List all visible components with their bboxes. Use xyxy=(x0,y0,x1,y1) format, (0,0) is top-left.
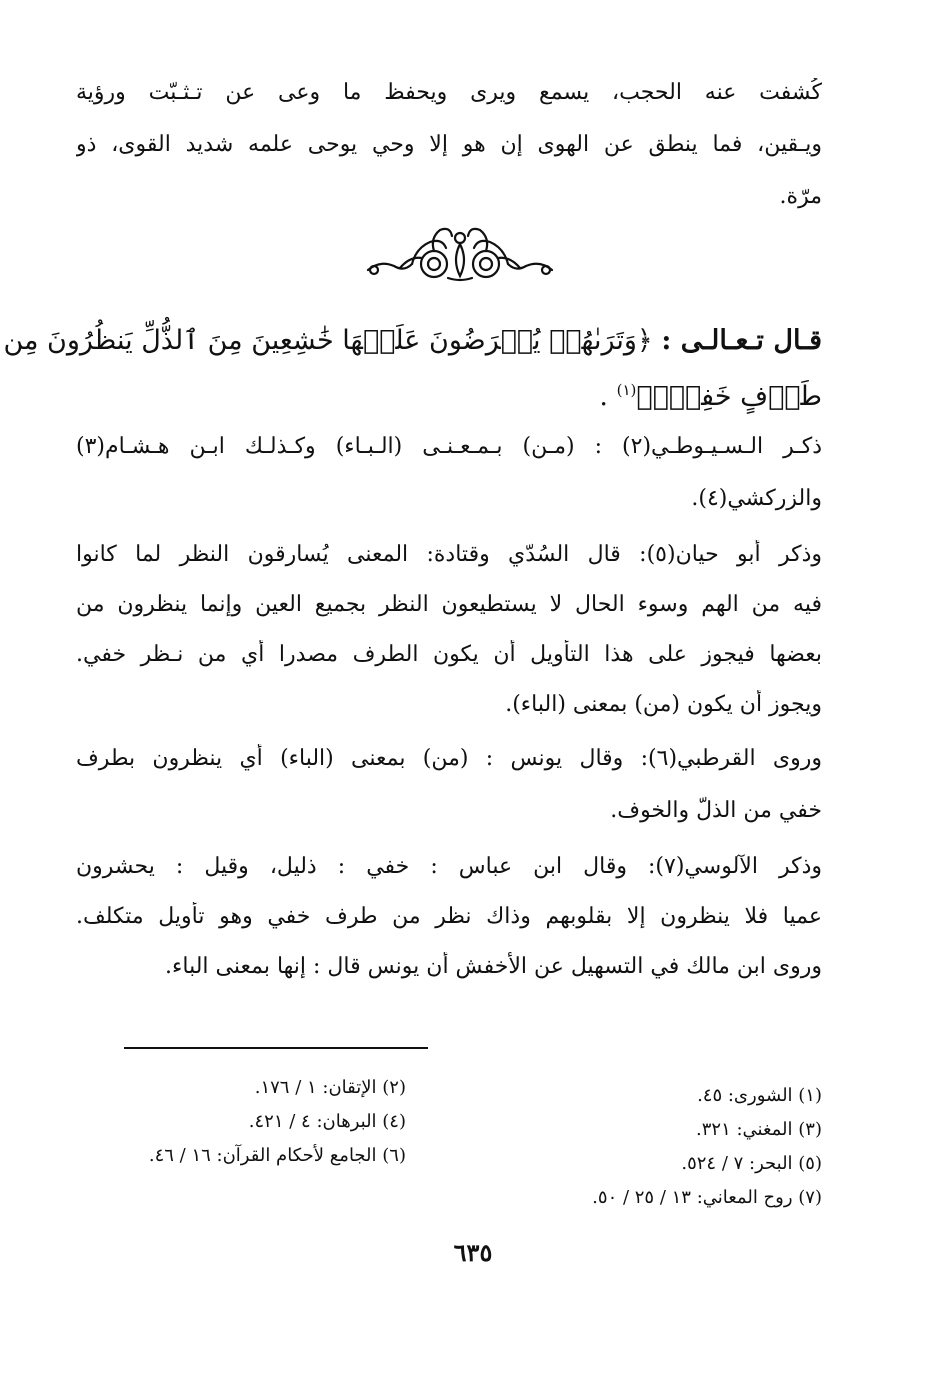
verse-footnote-ref: (١) xyxy=(616,381,637,399)
footnote-separator xyxy=(124,1047,428,1049)
intro-line-1: كُشفت عنه الحجب، يسمع ويرى ويحفظ ما وعى عن تـثـبّت ورؤية xyxy=(76,80,822,105)
verse-line-1 xyxy=(3,323,822,359)
footnote-7: (٧) روح المعاني: ١٣ / ٢٥ / ٥٠. xyxy=(592,1187,822,1208)
paragraph-4-line-3: وروى ابن مالك في التسهيل عن الأخفش أن يونس قال : إنها بمعنى الباء. xyxy=(165,954,822,979)
intro-line-2: ويـقين، فما ينطق عن الهوى إن هو إلا وحي يوحى علمه شديد القوى، ذو xyxy=(76,132,822,157)
verse-line-2: طَرۡفٍ خَفِيّٖ﴾$^{(١)}$ . xyxy=(599,381,822,412)
footnote-2: (٢) الإتقان: ١ / ١٧٦. xyxy=(254,1077,406,1098)
paragraph-4-line-2: عميا فلا ينظرون إلا بقلوبهم وذاك نظر من طرف خفي وهو تأويل متكلف. xyxy=(76,904,822,929)
paragraph-4-line-1: وذكر الآلوسي(٧): وقال ابن عباس : خفي : ذليل، وقيل : يحشرون xyxy=(76,854,822,879)
paragraph-2-line-2: فيه من الهم وسوء الحال لا يستطيعون النظر بجميع العين وإنما ينظرون من xyxy=(76,592,822,617)
paragraph-2-line-1: وذكر أبو حيان(٥): قال السُدّي وقتادة: المعنى يُسارقون النظر لما كانوا xyxy=(76,542,822,567)
floral-ornament-icon xyxy=(360,220,560,286)
verse-lead: قـال تـعـالـى : xyxy=(661,325,822,356)
paragraph-2-line-4: ويجوز أن يكون (من) بمعنى (الباء). xyxy=(505,692,822,717)
footnote-1: (١) الشورى: ٤٥. xyxy=(697,1085,822,1106)
footnote-4: (٤) البرهان: ٤ / ٤٢١. xyxy=(248,1111,406,1132)
footnote-6: (٦) الجامع لأحكام القرآن: ١٦ / ٤٦. xyxy=(148,1145,406,1166)
footnote-3: (٣) المغني: ٣٢١. xyxy=(696,1119,822,1140)
verse-text-1: ﴿وَتَرَىٰهُمۡ يُعۡرَضُونَ عَلَيۡهَا خَٰشِعِينَ مِنَ ٱلذُّلِّ يَنظُرُونَ مِن xyxy=(3,325,653,356)
page-number: ٦٣٥ xyxy=(453,1238,493,1267)
paragraph-2-line-3: بعضها فيجوز على هذا التأويل أن يكون الطرف مصدرا أي من نـظر خفي. xyxy=(76,642,822,667)
verse-text-2: طَرۡفٍ خَفِيّٖ﴾ xyxy=(636,381,822,412)
footnote-5: (٥) البحر: ٧ / ٥٢٤. xyxy=(681,1153,822,1174)
paragraph-3-line-2: خفي من الذلّ والخوف. xyxy=(610,798,822,823)
paragraph-3-line-1: وروى القرطبي(٦): وقال يونس : (من) بمعنى (الباء) أي ينظرون بطرف xyxy=(76,746,822,771)
paragraph-1-line-2: والزركشي(٤). xyxy=(691,486,822,511)
paragraph-1-line-1: ذكـر الـسـيـوطـي(٢) : (مـن) بـمـعـنـى (الـبـاء) وكـذلـك ابـن هـشـام(٣) xyxy=(76,434,822,459)
intro-line-3: مرّة. xyxy=(779,184,822,209)
